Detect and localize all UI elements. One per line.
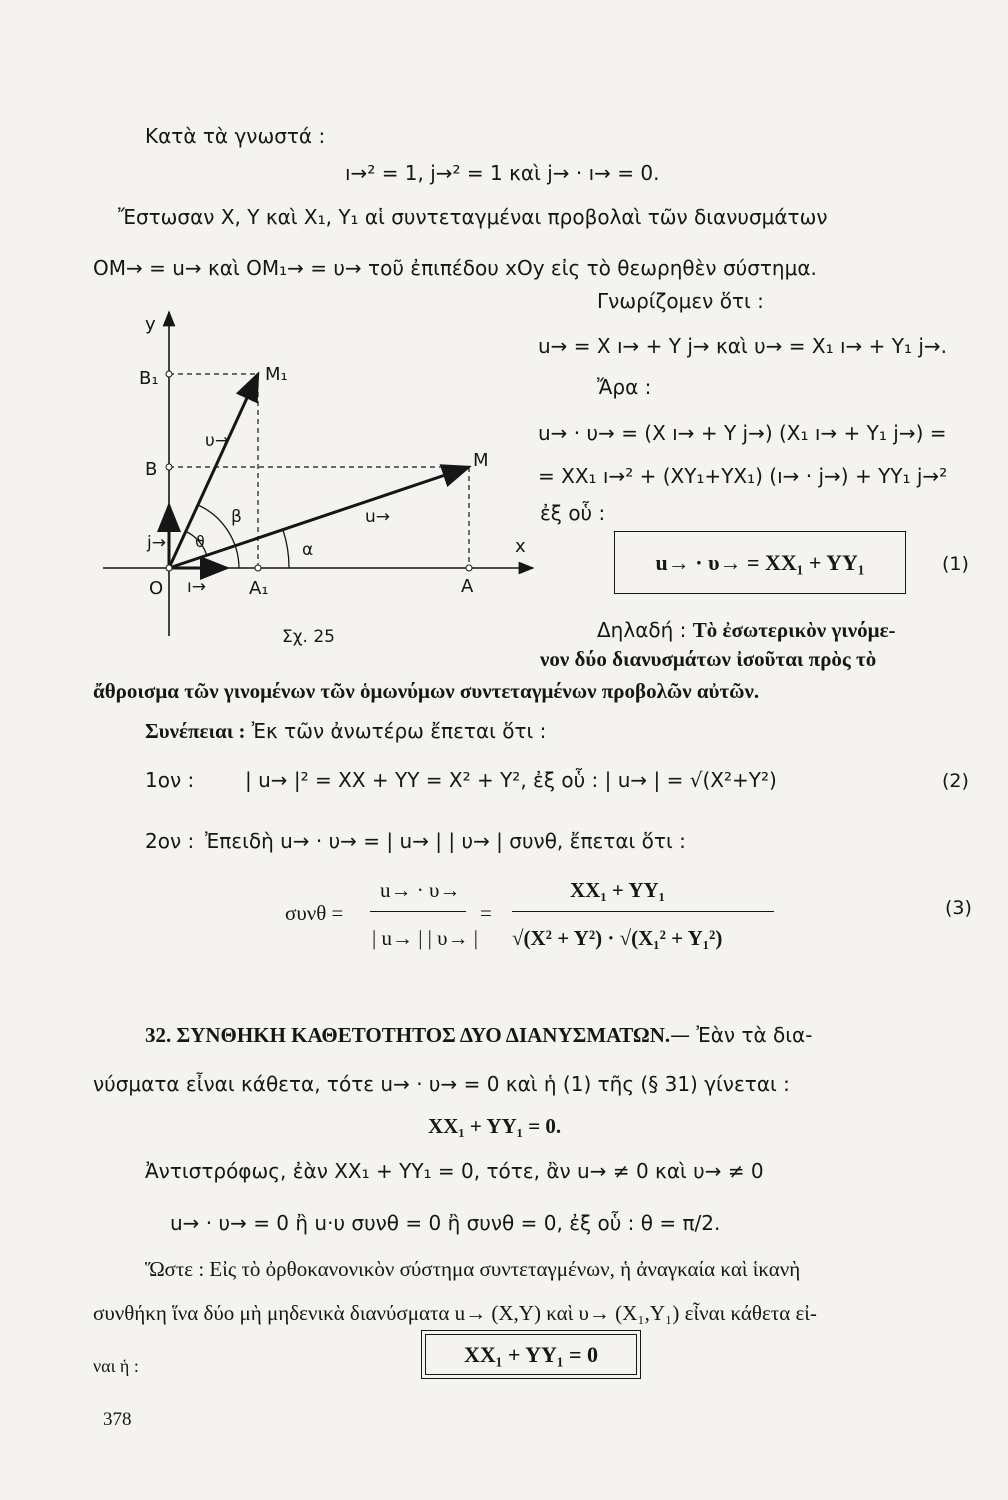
conclusion-line-1: Ὥστε : Εἰς τὸ ὀρθοκανονικὸν σύστημα συντεταγμένων, ἡ ἀναγκαία καὶ ἱκανὴ xyxy=(145,1257,801,1281)
intro-known: Κατὰ τὰ γνωστά : xyxy=(145,124,326,148)
equation-tag-3: (3) xyxy=(945,897,972,919)
perpendicularity-condition: XX₁ + YY₁ = 0 xyxy=(464,1341,598,1367)
cos-denominator-1: | u→ | | υ→ | xyxy=(372,926,478,950)
uv-definitions: u→ = X ı→ + Y j→ καὶ υ→ = X₁ ı→ + Y₁ j→. xyxy=(538,334,948,358)
section-intro: — Ἐὰν τὰ δια- xyxy=(670,1023,813,1047)
let-line-2: OM→ = u→ καὶ OM₁→ = υ→ τοῦ ἐπιπέδου xOy εἰς τὸ θεωρηθὲν σύστημα. xyxy=(93,256,817,280)
angle-alpha-arc xyxy=(283,530,289,568)
basis-equation: ı→² = 1, j→² = 1 καὶ j→ · ı→ = 0. xyxy=(345,161,660,185)
label-u: u→ xyxy=(365,507,391,527)
cos-numerator-1: u→ · υ→ xyxy=(380,878,461,902)
consequences-line xyxy=(145,718,546,744)
label-b: B xyxy=(145,459,158,480)
fraction-bar-1 xyxy=(370,911,466,912)
dot-product-line-2: = XX₁ ı→² + (XY₁+YX₁) (ı→ · j→) + YY₁ j→² xyxy=(538,464,948,488)
point-b xyxy=(166,464,172,470)
vector-om xyxy=(169,467,469,568)
converse-line-1: Ἀντιστρόφως, ἐὰν XX₁ + YY₁ = 0, τότε, ἂν u→ ≠ 0 καὶ υ→ ≠ 0 xyxy=(145,1159,764,1183)
fraction-bar-2 xyxy=(512,911,774,912)
conclusion-line-2: συνθήκη ἵνα δύο μὴ μηδενικὰ διανύσματα u→ (X,Y) καὶ υ→ (X₁,Y₁) εἶναι κάθετα εἰ- xyxy=(93,1301,817,1325)
dot-product-formula: u→ · υ→ = XX₁ + YY₁ xyxy=(655,549,865,575)
section-number: 32. xyxy=(145,1023,172,1047)
label-b1: B₁ xyxy=(139,368,159,389)
label-i: ı→ xyxy=(187,577,206,597)
dot-product-line-1: u→ · υ→ = (X ı→ + Y j→) (X₁ ı→ + Y₁ j→) = xyxy=(538,421,947,445)
vector-om1 xyxy=(169,374,258,568)
label-beta: β xyxy=(231,507,242,527)
thatis-line-2: νον δύο διανυσμάτων ἰσοῦται πρὸς τὸ xyxy=(540,647,877,671)
consequences-text: Ἐκ τῶν ἀνωτέρω ἔπεται ὅτι : xyxy=(245,719,547,743)
converse-line-2: u→ · υ→ = 0 ἢ u·υ συνθ = 0 ἢ συνθ = 0, ἐξ οὗ : θ = π/2. xyxy=(170,1211,721,1235)
label-m1: M₁ xyxy=(265,364,288,385)
label-v: υ→ xyxy=(205,431,230,451)
we-know: Γνωρίζομεν ὅτι : xyxy=(597,289,764,313)
section-title: ΣΥΝΘΗΚΗ ΚΑΘΕΤΟΤΗΤΟΣ ΔΥΟ ΔΙΑΝΥΣΜΑΤΩΝ. xyxy=(176,1023,671,1047)
equation-tag-2: (2) xyxy=(942,770,969,792)
second-label: 2ον : xyxy=(145,829,195,853)
thatis-bold: Τὸ ἐσωτερικὸν γινόμε- xyxy=(692,618,896,642)
first-body: | u→ |² = XX + YY = X² + Y², ἐξ οὗ : | u→ | = √(X²+Y²) xyxy=(245,768,777,792)
thatis-label: Δηλαδή : xyxy=(597,618,693,642)
therefore: Ἄρα : xyxy=(597,375,652,399)
equation-tag-1: (1) xyxy=(942,553,969,575)
thatis-line-1 xyxy=(597,617,896,643)
perp-line: νύσματα εἶναι κάθετα, τότε u→ · υ→ = 0 καὶ ἡ (1) τῆς (§ 31) γίνεται : xyxy=(93,1072,790,1096)
label-o: O xyxy=(149,578,164,599)
figure-caption: Σχ. 25 xyxy=(282,627,336,647)
page-number: 378 xyxy=(103,1409,132,1430)
point-o xyxy=(166,565,172,571)
label-a: A xyxy=(461,576,474,597)
label-x: x xyxy=(515,536,526,557)
perp-equation: XX₁ + YY₁ = 0. xyxy=(428,1114,562,1138)
figure-25 xyxy=(95,300,555,640)
point-b1 xyxy=(166,371,172,377)
whence: ἐξ οὗ : xyxy=(540,501,606,525)
first-label: 1ον : xyxy=(145,768,195,792)
point-a1 xyxy=(255,565,261,571)
point-a xyxy=(466,565,472,571)
label-alpha: α xyxy=(302,540,314,560)
thatis-line-3: ἄθροισμα τῶν γινομένων τῶν ὁμωνύμων συντεταγμένων προβολῶν αὐτῶν. xyxy=(93,679,760,703)
section-32-heading xyxy=(145,1022,812,1048)
cos-denominator-2: √(X² + Y²) · √(X₁² + Y₁²) xyxy=(512,926,723,950)
label-m: M xyxy=(473,450,489,471)
conclusion-line-3: ναι ἡ : xyxy=(93,1356,139,1376)
label-j: j→ xyxy=(147,533,166,553)
let-line-1: Ἔστωσαν Χ, Υ καὶ Χ₁, Υ₁ αἱ συντεταγμέναι προβολαὶ τῶν διανυσμάτων xyxy=(118,205,828,229)
consequences-label: Συνέπειαι : xyxy=(145,719,246,743)
cos-numerator-2: XX₁ + YY₁ xyxy=(570,878,665,902)
dot-product-formula-box xyxy=(614,531,906,594)
perpendicularity-condition-box xyxy=(421,1330,641,1379)
label-a1: A₁ xyxy=(249,578,269,599)
label-y: y xyxy=(145,314,156,335)
label-theta: ϑ xyxy=(195,532,205,551)
cos-lhs: συνθ = xyxy=(285,901,344,925)
second-body: Ἐπειδὴ u→ · υ→ = | u→ | | υ→ | συνθ, ἔπεται ὅτι : xyxy=(205,829,686,853)
cos-equals: = xyxy=(480,901,492,925)
